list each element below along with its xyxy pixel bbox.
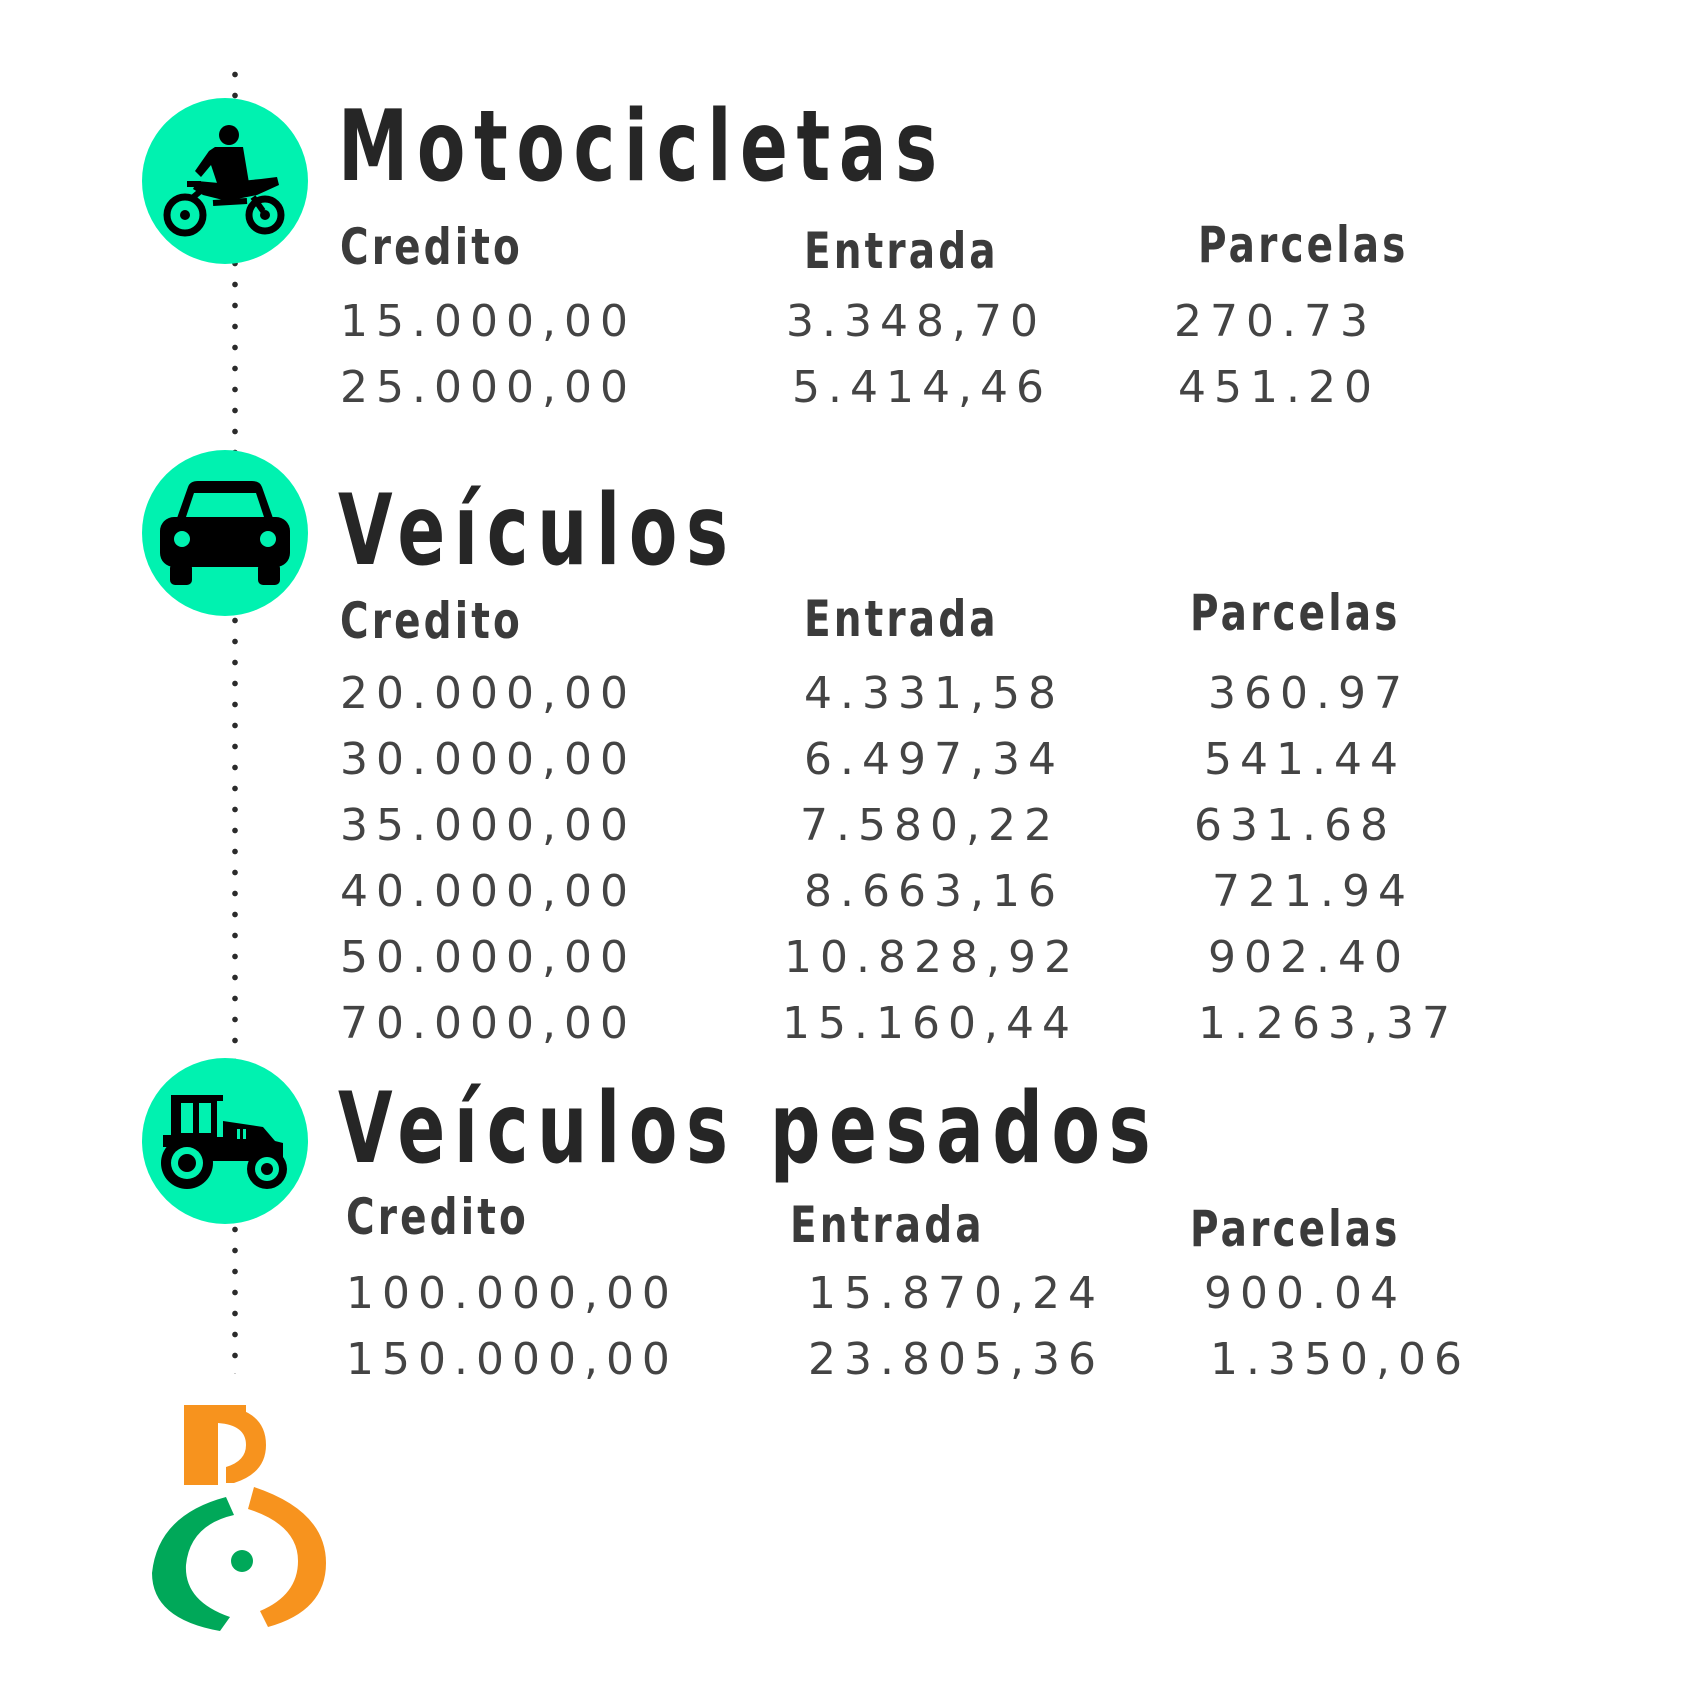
moto-row-2-credito: 25.000,00 xyxy=(340,362,636,413)
heavy-row-1-credito: 100.000,00 xyxy=(346,1268,678,1319)
car-icon xyxy=(158,477,292,589)
car-row-3-entrada: 7.580,22 xyxy=(800,800,1060,851)
header-credito: Credito xyxy=(340,218,523,276)
car-row-5-entrada: 10.828,92 xyxy=(784,932,1080,983)
heavy-row-2-parcelas: 1.350,06 xyxy=(1210,1334,1470,1385)
moto-row-2-parcelas: 451.20 xyxy=(1178,362,1380,413)
car-row-1-parcelas: 360.97 xyxy=(1208,668,1410,719)
car-row-4-credito: 40.000,00 xyxy=(340,866,636,917)
car-row-6-parcelas: 1.263,37 xyxy=(1198,998,1458,1049)
header-parcelas: Parcelas xyxy=(1190,1200,1401,1258)
moto-row-1-entrada: 3.348,70 xyxy=(786,296,1046,347)
section-title-veiculos: Veículos xyxy=(338,474,737,588)
bo-logo xyxy=(148,1405,338,1635)
moto-row-1-parcelas: 270.73 xyxy=(1174,296,1376,347)
header-credito: Credito xyxy=(340,592,523,650)
header-entrada: Entrada xyxy=(790,1196,985,1254)
heavy-row-2-credito: 150.000,00 xyxy=(346,1334,678,1385)
section-title-veiculos-pesados: Veículos pesados xyxy=(338,1072,1160,1186)
car-row-6-entrada: 15.160,44 xyxy=(782,998,1078,1049)
tractor-icon xyxy=(157,1091,293,1191)
car-row-6-credito: 70.000,00 xyxy=(340,998,636,1049)
car-row-2-entrada: 6.497,34 xyxy=(804,734,1064,785)
motorcycle-icon-circle xyxy=(142,98,308,264)
heavy-row-2-entrada: 23.805,36 xyxy=(808,1334,1104,1385)
heavy-row-1-entrada: 15.870,24 xyxy=(808,1268,1104,1319)
car-row-5-credito: 50.000,00 xyxy=(340,932,636,983)
car-row-1-credito: 20.000,00 xyxy=(340,668,636,719)
car-row-1-entrada: 4.331,58 xyxy=(804,668,1064,719)
header-entrada: Entrada xyxy=(804,590,999,648)
section-title-motocicletas: Motocicletas xyxy=(338,90,946,204)
tractor-icon-circle xyxy=(142,1058,308,1224)
moto-row-1-credito: 15.000,00 xyxy=(340,296,636,347)
header-credito: Credito xyxy=(346,1188,529,1246)
motorcycle-icon xyxy=(157,121,293,241)
car-row-2-parcelas: 541.44 xyxy=(1204,734,1406,785)
car-icon-circle xyxy=(142,450,308,616)
car-row-4-parcelas: 721.94 xyxy=(1212,866,1414,917)
car-row-4-entrada: 8.663,16 xyxy=(804,866,1064,917)
header-parcelas: Parcelas xyxy=(1190,584,1401,642)
car-row-5-parcelas: 902.40 xyxy=(1208,932,1410,983)
car-row-2-credito: 30.000,00 xyxy=(340,734,636,785)
header-parcelas: Parcelas xyxy=(1198,216,1409,274)
header-entrada: Entrada xyxy=(804,222,999,280)
car-row-3-parcelas: 631.68 xyxy=(1194,800,1396,851)
moto-row-2-entrada: 5.414,46 xyxy=(792,362,1052,413)
car-row-3-credito: 35.000,00 xyxy=(340,800,636,851)
heavy-row-1-parcelas: 900.04 xyxy=(1204,1268,1406,1319)
